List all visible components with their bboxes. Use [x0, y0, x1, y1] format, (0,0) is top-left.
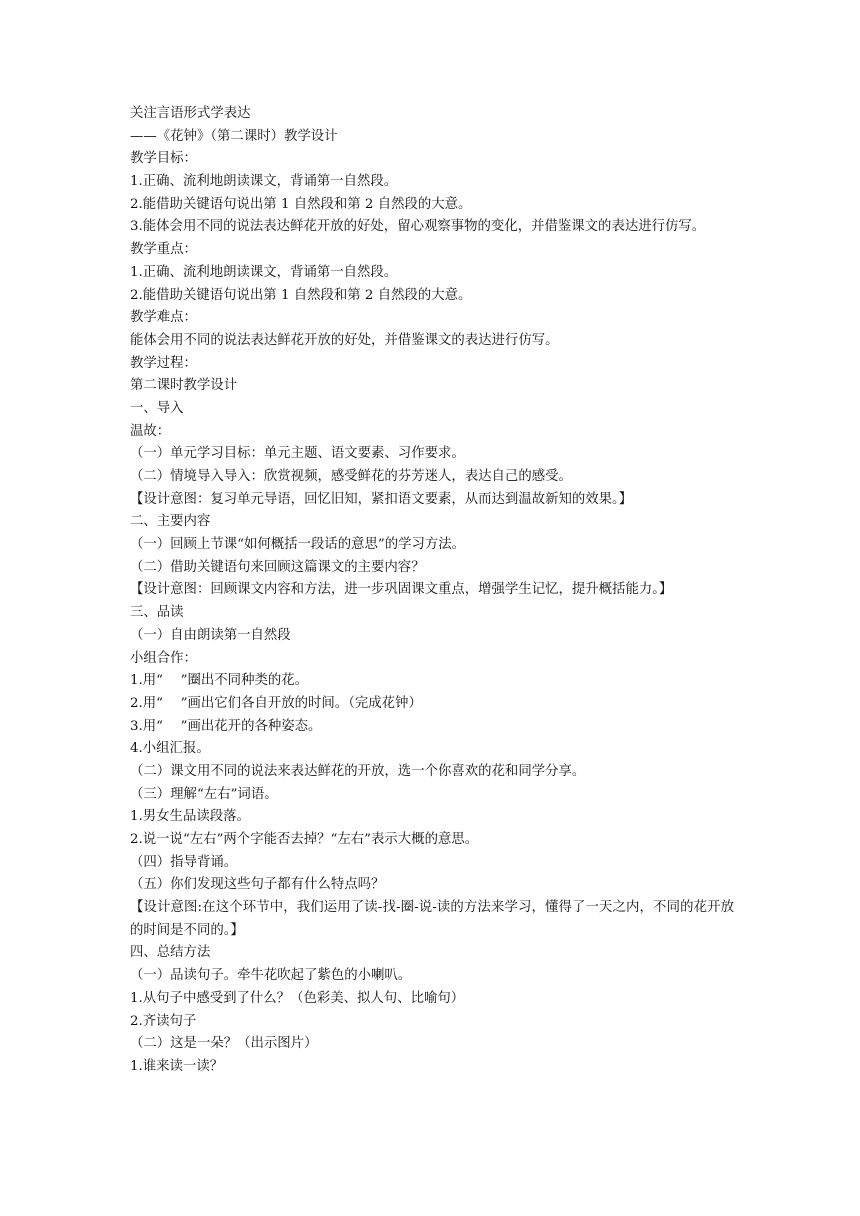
document-line: （一）单元学习目标：单元主题、语文要素、习作要求。: [130, 446, 465, 462]
document-line: 教学重点：: [130, 242, 197, 258]
document-line: 1.男女生品读段落。: [130, 809, 250, 825]
document-line: 教学难点：: [130, 310, 197, 326]
document-line: 3.用“ ”画出花开的各种姿态。: [130, 718, 322, 734]
document-line: 2.齐读句子: [130, 1013, 197, 1029]
document-line: 【设计意图：复习单元导语，回忆旧知，紧扣语文要素，从而达到温故新知的效果。】: [130, 491, 633, 507]
document-line: （三）理解“左右”词语。: [130, 786, 278, 802]
document-line: （二）情境导入导入：欣赏视频，感受鲜花的芬芳迷人，表达自己的感受。: [130, 469, 572, 485]
document-line: 3.能体会用不同的说法表达鲜花开放的好处，留心观察事物的变化，并借鉴课文的表达进行仿写。: [130, 219, 706, 235]
document-line: （一）品读句子。牵牛花吹起了紫色的小喇叭。: [130, 968, 412, 984]
document-line: （二）课文用不同的说法来表达鲜花的开放，选一个你喜欢的花和同学分享。: [130, 763, 586, 779]
document-line: 2.用“ ”画出它们各自开放的时间。（完成花钟）: [130, 695, 422, 711]
document-line: （一）自由朗读第一自然段: [130, 627, 291, 643]
document-line: 1.从句子中感受到了什么？（色彩美、拟人句、比喻句）: [130, 990, 465, 1006]
document-line: 温故：: [130, 423, 171, 439]
document-line: （五）你们发现这些句子都有什么特点吗？: [130, 877, 385, 893]
document-line: ——《花钟》（第二课时）教学设计: [130, 128, 338, 144]
document-line: 【设计意图:在这个环节中，我们运用了读-找-圈-说-读的方法来学习，懂得了一天之内，不同的花开放的时间是不同的。】: [130, 900, 734, 938]
document-line: （二）这是一朵？（出示图片）: [130, 1036, 318, 1052]
document-line: 2.能借助关键语句说出第 1 自然段和第 2 自然段的大意。: [130, 196, 472, 212]
document-line: 【设计意图：回顾课文内容和方法，进一步巩固课文重点，增强学生记忆，提升概括能力。】: [130, 582, 673, 598]
document-line: 关注言语形式学表达: [130, 106, 251, 121]
document-line: 教学目标：: [130, 151, 197, 167]
document-line: 二、主要内容: [130, 514, 211, 530]
document-line: 4.小组汇报。: [130, 741, 210, 757]
document-line: 四、总结方法: [130, 945, 211, 961]
document-line: （一）回顾上节课“如何概括一段话的意思”的学习方法。: [130, 537, 466, 553]
document-line: 2.能借助关键语句说出第 1 自然段和第 2 自然段的大意。: [130, 287, 472, 303]
document-body: [130, 103, 734, 1079]
document-line: 小组合作：: [130, 650, 197, 666]
document-line: 1.正确、流利地朗读课文，背诵第一自然段。: [130, 264, 398, 280]
document-line: 能体会用不同的说法表达鲜花开放的好处，并借鉴课文的表达进行仿写。: [130, 332, 559, 348]
document-line: 1.谁来读一读？: [130, 1058, 224, 1074]
document-line: 1.用“ ”圈出不同种类的花。: [130, 673, 309, 689]
document-line: 第二课时教学设计: [130, 378, 238, 394]
document-line: （四）指导背诵。: [130, 854, 238, 870]
document-line: 三、品读: [130, 605, 184, 621]
document-line: 1.正确、流利地朗读课文，背诵第一自然段。: [130, 174, 398, 190]
document-line: （二）借助关键语句来回顾这篇课文的主要内容？: [130, 559, 425, 575]
document-line: 一、导入: [130, 400, 184, 416]
document-line: 2.说一说“左右”两个字能否去掉？“左右”表示大概的意思。: [130, 832, 479, 848]
document-line: 教学过程：: [130, 355, 197, 371]
